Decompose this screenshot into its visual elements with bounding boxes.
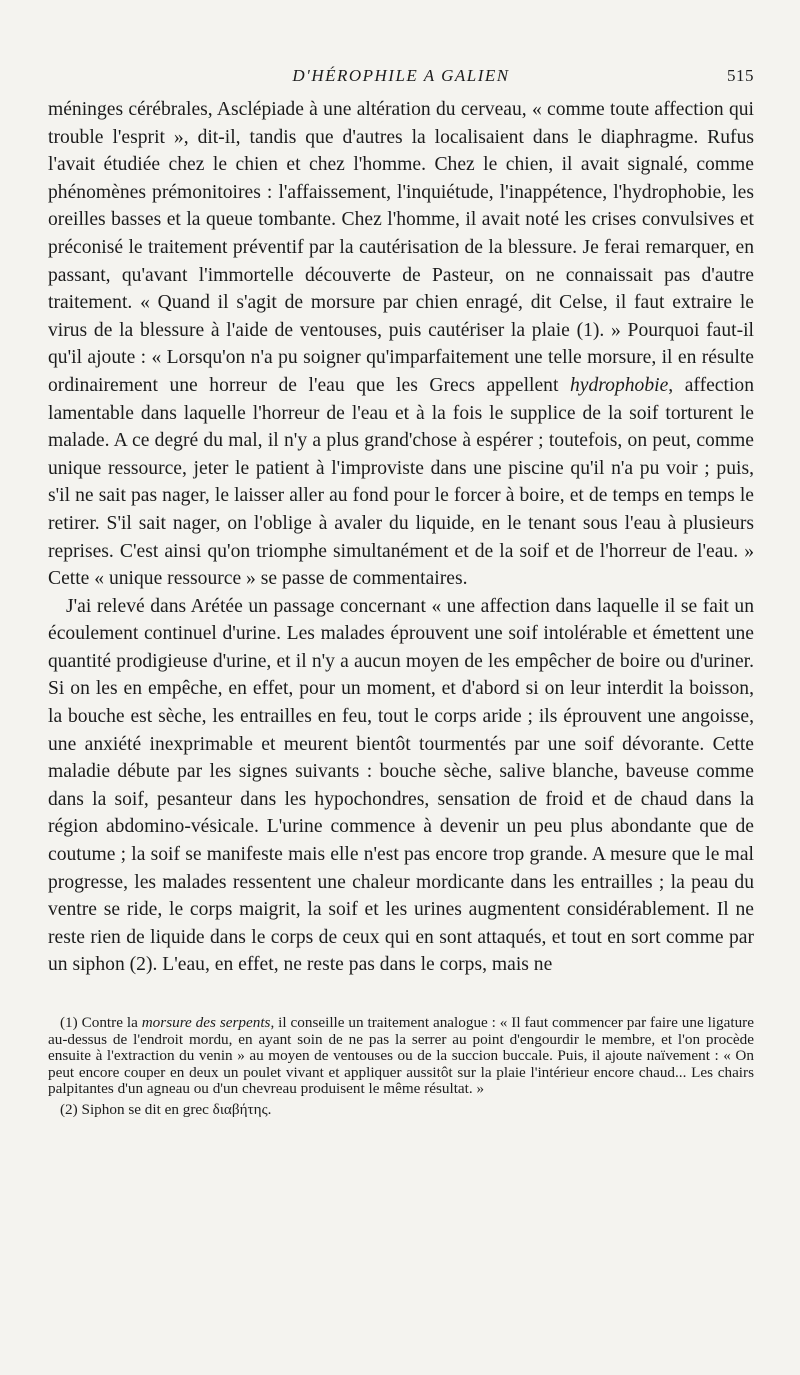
footnotes — [48, 1015, 754, 1119]
paragraph-1-text-a: méninges cérébrales, Asclépiade à une altération du cerveau, « comme toute affection qui trouble l'esprit », dit-il, tandis que d'autres la localisaient dans le diaphragme. Rufus l'avait étudiée chez le chien et chez l'homme. Chez le chien, il avait signalé, comme phénomènes prémonitoires : l'affaissement, l'inquiétude, l'inappétence, l'hydrophobie, les oreilles basses et la queue tombante. Chez l'homme, il avait noté les crises convulsives et préconisé le traitement préventif par la cautérisation de la blessure. Je ferai remarquer, en passant, qu'avant l'immortelle découverte de Pasteur, on ne connaissait pas d'autre traitement. « Quand il s'agit de morsure par chien enragé, dit Celse, il faut extraire le virus de la blessure à l'aide de ventouses, puis cautériser la plaie (1). » Pourquoi faut-il qu'il ajoute : « Lorsqu'on n'a pu soigner qu'imparfaitement une telle morsure, il en résulte ordinairement une horreur de l'eau que les Grecs appellent — [48, 99, 754, 396]
footnote-1-text-b: , il conseille un traitement analogue : « Il faut commencer par faire une ligature au-dessus de l'endroit mordu, en ayant soin de ne pas la serrer au point d'engourdir le membre, et l'on procède ensuite à l'extraction du venin » au moyen de ventouses ou de la succion buccale. Puis, il ajoute naïvement : « On peut encore couper en deux un poulet vivant et appliquer aussitôt sur la plaie l'intérieur encore chaud... Les chairs palpitantes d'un agneau ou d'un chevreau produisent le même résultat. » — [48, 1014, 754, 1098]
footnote-1 — [48, 1015, 754, 1098]
paragraph-2 — [48, 593, 754, 979]
page-number: 515 — [727, 66, 754, 85]
footnote-1-text-a: (1) Contre la — [60, 1014, 142, 1031]
paragraph-1 — [48, 96, 754, 593]
body-text — [48, 96, 754, 979]
paragraph-1-text-b: , affection lamentable dans laquelle l'horreur de l'eau et à la fois le supplice de la soif torturent le malade. A ce degré du mal, il n'y a plus grand'chose à espérer ; toutefois, on peut, comme unique ressource, jeter le patient à l'improviste dans une piscine qu'il n'a pu voir ; puis, s'il ne sait pas nager, le laisser aller au fond pour le forcer à boire, et de temps en temps le retirer. S'il sait nager, on l'oblige à avaler du liquide, en le tenant sous l'eau à plusieurs reprises. C'est ainsi qu'on triomphe simultanément et de la soif et de l'horreur de l'eau. » Cette « unique ressource » se passe de commentaires. — [48, 374, 754, 590]
book-page — [48, 62, 754, 1119]
footnote-1-italic-term: morsure des serpents — [141, 1014, 271, 1031]
paragraph-2-text: J'ai relevé dans Arétée un passage concernant « une affection dans laquelle il se fait un écoulement continuel d'urine. Les malades éprouvent une soif intolérable et émettent une quantité prodigieuse d'urine, et il n'y a aucun moyen de les empêcher de boire ou d'uriner. Si on les en empêche, en effet, pour un moment, et d'abord si on leur interdit la boisson, la bouche est sèche, les entrailles en feu, tout le corps aride ; ils éprouvent une angoisse, une anxiété inexprimable et meurent bientôt tourmentés par une soif dévorante. Cette maladie débute par les signes suivants : bouche sèche, salive blanche, baveuse comme dans la soif, pesanteur dans les hypochondres, sensation de froid et de chaud dans la région abdomino-vésicale. L'urine commence à devenir un peu plus abondante que de coutume ; la soif se manifeste mais elle n'est pas encore trop grande. A mesure que le mal progresse, les malades ressentent une chaleur mordicante dans les entrailles ; la peau du ventre se ride, le corps maigrit, la soif et les urines augmentent considérablement. Il ne reste rien de liquide dans le corps de ceux qui en sont attaqués, et tout en sort comme par un siphon (2). L'eau, en effet, ne reste pas dans le corps, mais ne — [48, 595, 754, 976]
running-header — [48, 62, 754, 96]
paragraph-1-italic-term: hydrophobie — [569, 374, 669, 396]
running-title: D'HÉROPHILE A GALIEN — [292, 66, 510, 85]
footnote-2-text: (2) Siphon se dit en grec διαβήτης. — [60, 1100, 272, 1118]
footnote-2 — [48, 1102, 754, 1119]
